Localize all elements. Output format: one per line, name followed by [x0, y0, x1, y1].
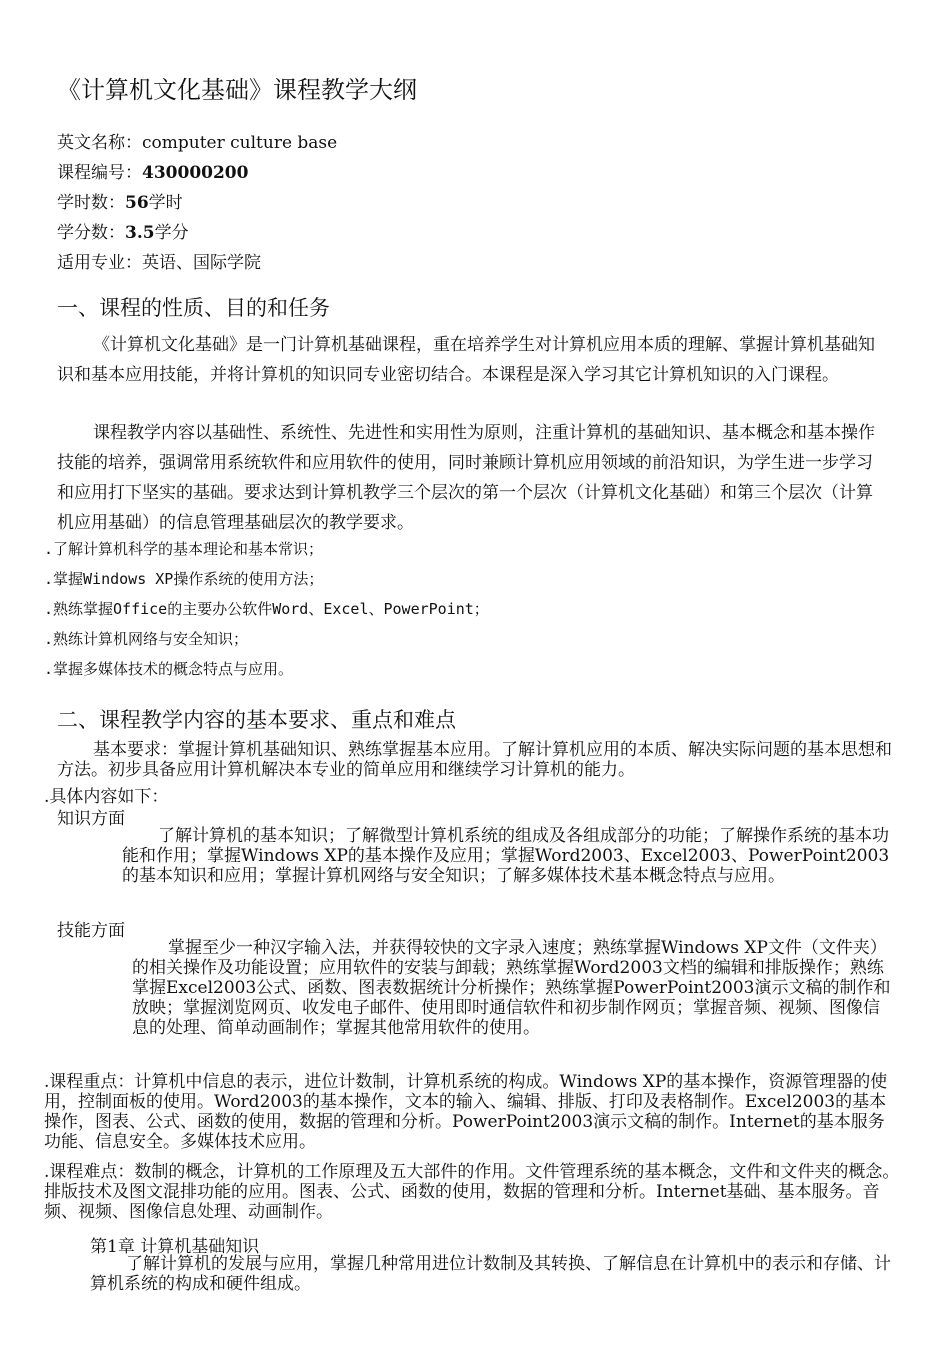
meta-suffix: 学分 — [154, 223, 189, 243]
meta-value: 430000200 — [142, 163, 249, 183]
meta-english-name — [57, 128, 337, 153]
knowledge-text: 了解计算机的基本知识；了解微型计算机系统的组成及各组成部分的功能；了解操作系统的基本功能和作用；掌握Windows XP的基本操作及应用；掌握Word2003、Excel2003、PowerPoint2003的基本知识和应用；掌握计算机网络与安全知识；了解多媒体技术基本概念特点与应用。 — [122, 826, 890, 886]
chapter-1-text: 了解计算机的发展与应用，掌握几种常用进位计数制及其转换、了解信息在计算机中的表示和存储、计算机系统的构成和硬件组成。 — [90, 1254, 891, 1294]
skill-label: 技能方面 — [57, 921, 125, 941]
meta-value: 3.5 — [125, 223, 155, 243]
list-item: .掌握多媒体技术的概念特点与应用。 — [44, 660, 294, 678]
meta-label: 学时数： — [57, 193, 125, 213]
chapter-1-title: 第1章 计算机基础知识 — [90, 1237, 260, 1257]
section1-heading: 一、课程的性质、目的和任务 — [57, 296, 330, 320]
document-title: 《计算机文化基础》课程教学大纲 — [57, 76, 417, 104]
meta-value: 英语、国际学院 — [142, 253, 261, 273]
list-item: .熟练掌握Office的主要办公软件Word、Excel、PowerPoint； — [44, 600, 489, 618]
basic-requirements: 基本要求：掌握计算机基础知识、熟练掌握基本应用。了解计算机应用的本质、解决实际问题的基本思想和方法。初步具备应用计算机解决本专业的简单应用和继续学习计算机的能力。 — [57, 740, 892, 780]
key-points: .课程重点：计算机中信息的表示，进位计数制，计算机系统的构成。Windows XP的基本操作，资源管理器的使用，控制面板的使用。Word2003的基本操作，文本的输入、编辑、排版、打印及表格制作。Excel2003的基本操作，图表、公式、函数的使用，数据的管理和分析。PowerPoint2003演示文稿的制作。Internet的基本服务功能、信息安全。多媒体技术应用。 — [44, 1072, 888, 1152]
section1-paragraph-1: 《计算机文化基础》是一门计算机基础课程，重在培养学生对计算机应用本质的理解、掌握计算机基础知识和基本应用技能，并将计算机的知识同专业密切结合。本课程是深入学习其它计算机知识的入门课程。 — [57, 335, 875, 385]
meta-label: 课程编号： — [57, 163, 142, 183]
list-item: .熟练计算机网络与安全知识； — [44, 630, 249, 648]
skill-text: 掌握至少一种汉字输入法，并获得较快的文字录入速度；熟练掌握Windows XP文件（文件夹）的相关操作及功能设置；应用软件的安装与卸载；熟练掌握Word2003文档的编辑和排版操作；熟练掌握Excel2003公式、函数、图表数据统计分析操作；熟练掌握PowerPoint2003演示文稿的制作和放映；掌握浏览网页、收发电子邮件、使用即时通信软件和初步制作网页；掌握音频、视频、图像信息的处理、简单动画制作；掌握其他常用软件的使用。 — [132, 938, 891, 1038]
meta-value: 56 — [125, 193, 149, 213]
meta-suffix: 学时 — [148, 193, 183, 213]
meta-hours — [57, 188, 183, 213]
meta-value: computer culture base — [142, 133, 338, 153]
meta-label: 适用专业： — [57, 253, 142, 273]
list-item: .了解计算机科学的基本理论和基本常识； — [44, 540, 324, 558]
section1-paragraph-2: 课程教学内容以基础性、系统性、先进性和实用性为原则，注重计算机的基础知识、基本概念和基本操作技能的培养，强调常用系统软件和应用软件的使用，同时兼顾计算机应用领域的前沿知识，为学生进一步学习和应用打下坚实的基础。要求达到计算机教学三个层次的第一个层次（计算机文化基础）和第三个层次（计算机应用基础）的信息管理基础层次的教学要求。 — [57, 423, 875, 533]
list-item: .掌握Windows XP操作系统的使用方法； — [44, 570, 324, 588]
knowledge-label: 知识方面 — [57, 809, 125, 829]
difficulties: .课程难点：数制的概念，计算机的工作原理及五大部件的作用。文件管理系统的基本概念，文件和文件夹的概念。排版技术及图文混排功能的应用。图表、公式、函数的使用，数据的管理和分析。Internet基础、基本服务。音频、视频、图像信息处理、动画制作。 — [44, 1162, 900, 1222]
meta-label: 英文名称： — [57, 133, 142, 153]
section2-heading: 二、课程教学内容的基本要求、重点和难点 — [57, 708, 456, 732]
meta-course-code — [57, 158, 248, 183]
meta-label: 学分数： — [57, 223, 125, 243]
meta-credits — [57, 218, 189, 243]
meta-majors — [57, 248, 261, 273]
detail-label: .具体内容如下： — [44, 787, 169, 807]
